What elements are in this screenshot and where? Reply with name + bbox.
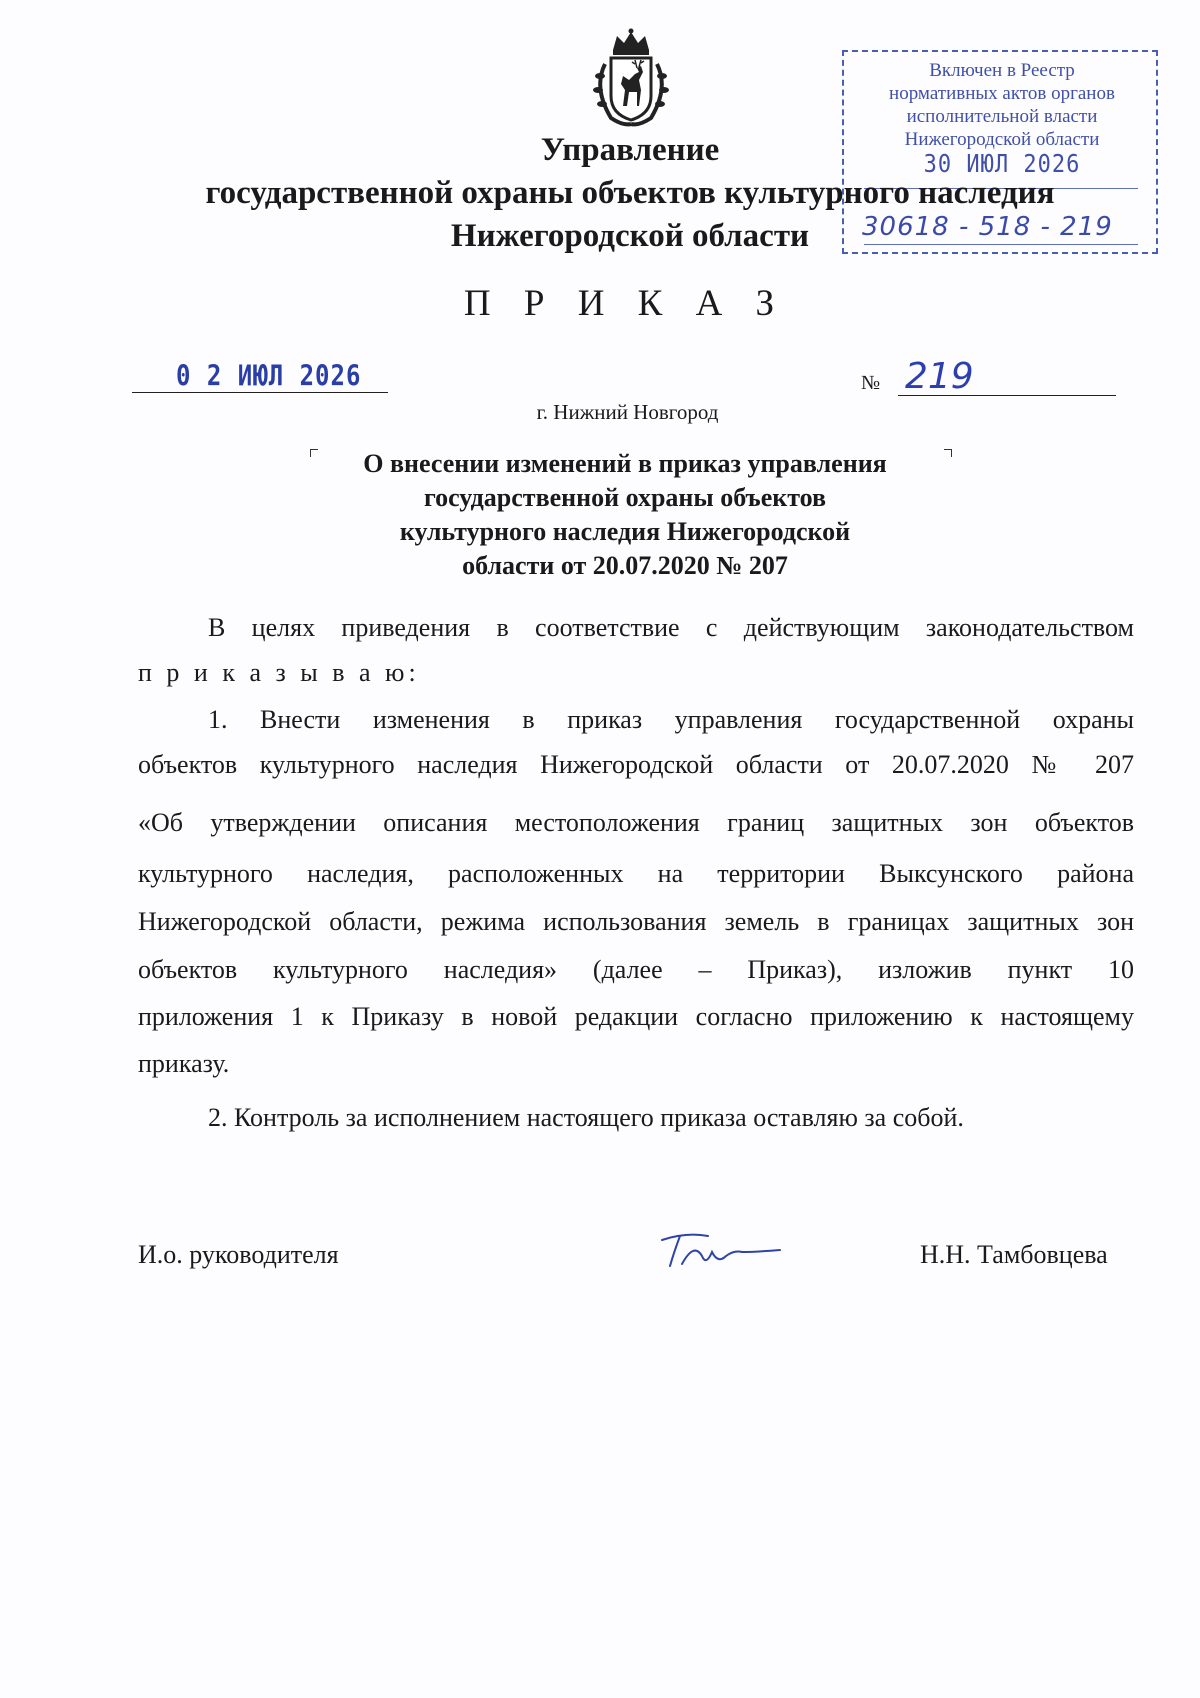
date-stamp: 0 2 ИЮЛ 2026 (176, 359, 362, 393)
stamp-registration-number: 30618 - 518 - 219 (862, 212, 1113, 242)
coat-of-arms-icon (583, 28, 679, 128)
item1-line: приказу. (138, 1049, 230, 1078)
stamp-line: Включен в Реестр (929, 60, 1075, 81)
item1-line: приложения 1 к Приказу в новой редакции согласно приложению к настоящему (138, 1002, 1134, 1031)
number-underline (898, 395, 1116, 396)
item2-paragraph: 2. Контроль за исполнением настоящего приказа оставляю за собой. (208, 1103, 964, 1132)
stamp-line: нормативных актов органов (889, 83, 1115, 104)
item1-line: «Об утверждении описания местоположения границ защитных зон объектов (138, 808, 1134, 837)
subject-line: О внесении изменений в приказ управления (363, 449, 887, 478)
signer-position: И.о. руководителя (138, 1240, 339, 1269)
org-title-line: Нижегородской области (450, 218, 810, 254)
stamp-line: исполнительной власти (906, 106, 1098, 127)
order-subject (300, 447, 950, 583)
item1-line: 1. Внести изменения в приказ управления государственной охраны (208, 705, 1134, 734)
item1-line: Нижегородской области, режима использования земель в границах защитных зон (138, 907, 1134, 936)
intro-directive: п р и к а з ы в а ю: (138, 658, 420, 687)
item1-line: культурного наследия, расположенных на территории Выксунского района (138, 859, 1134, 888)
stamp-date: 30 ИЮЛ 2026 (923, 150, 1081, 179)
subject-line: государственной охраны объектов (423, 483, 827, 512)
subject-line: культурного наследия Нижегородской (399, 517, 851, 546)
order-number: 219 (905, 356, 974, 397)
item1-line: объектов культурного наследия Нижегородской области от 20.07.2020 № 207 (138, 750, 1134, 779)
number-sign: № (861, 372, 881, 394)
document-type-title: П Р И К А З (463, 283, 787, 324)
subject-line: области от 20.07.2020 № 207 (462, 551, 788, 580)
org-title-line: Управление (540, 132, 720, 168)
stamp-line: Нижегородской области (904, 129, 1100, 150)
intro-paragraph-line: В целях приведения в соответствие с действующим законодательством (208, 613, 1134, 642)
org-title-line: государственной охраны объектов культурного наследия (205, 175, 1055, 211)
city-name: г. Нижний Новгород (536, 400, 719, 424)
date-underline (132, 392, 388, 393)
signer-name: Н.Н. Тамбовцева (920, 1240, 1108, 1269)
handwritten-signature-icon (656, 1222, 786, 1282)
item1-line: объектов культурного наследия» (далее – Приказ), изложив пункт 10 (138, 955, 1134, 984)
